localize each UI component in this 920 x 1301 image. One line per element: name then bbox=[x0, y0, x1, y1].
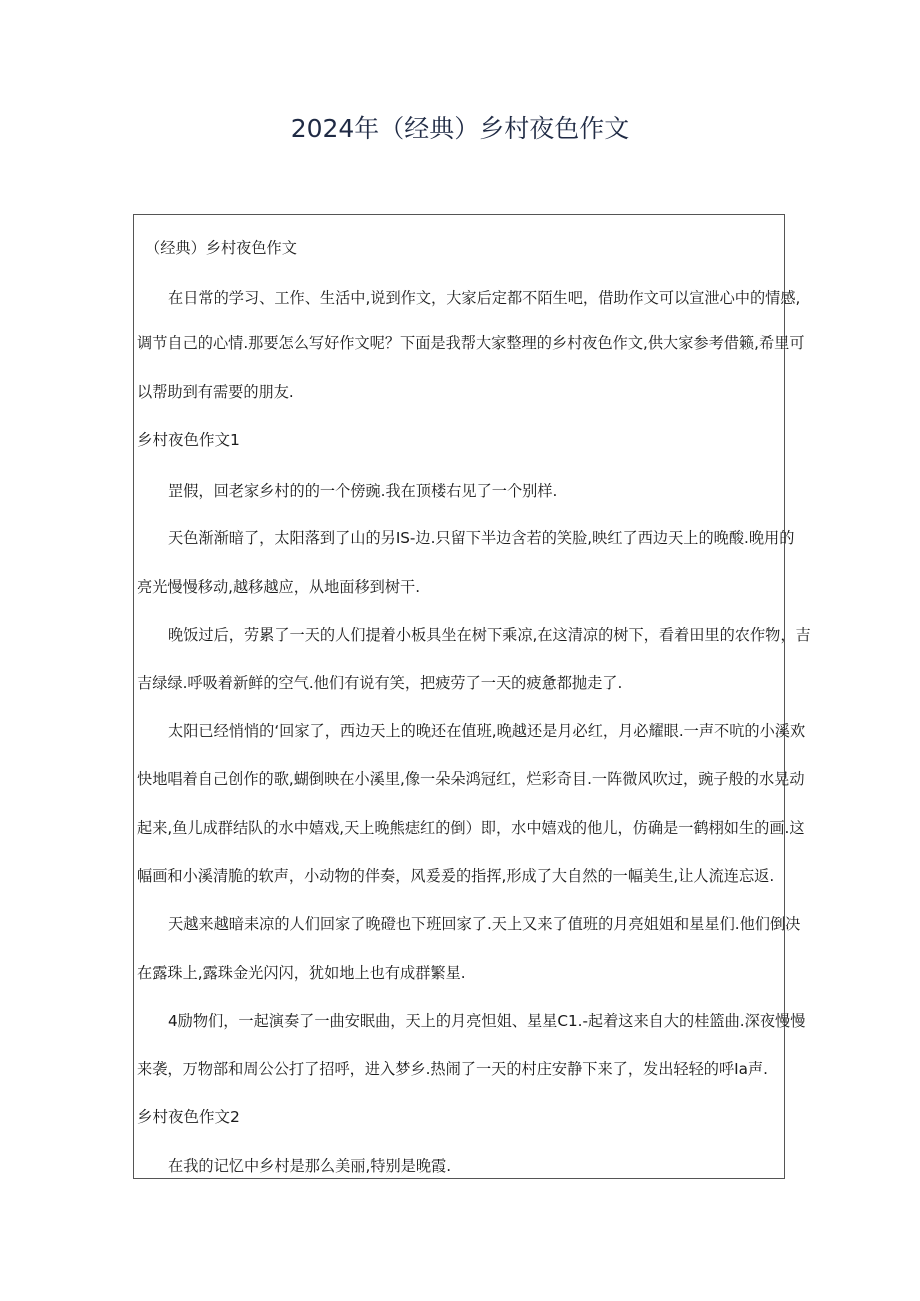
paragraph-line: 晚饭过后，劳累了一天的人们提着小板具坐在树下乘凉,在这清凉的树下，看着田里的农作物，吉 bbox=[168, 626, 811, 644]
paragraph-line: 吉绿绿.呼吸着新鲜的空气.他们有说有笑，把疲劳了一天的疲惫都抛走了. bbox=[137, 674, 623, 692]
paragraph-line: 天色渐渐暗了，太阳落到了山的另IS-边.只留下半边含若的笑脸,映红了西边天上的晚酸.晚用的 bbox=[168, 529, 795, 547]
paragraph-line: 调节自己的心情.那要怎么写好作文呢？下面是我帮大家整理的乡村夜色作文,供大家参考借籁,希里可 bbox=[137, 334, 805, 352]
paragraph-line: 在日常的学习、工作、生活中,说到作文，大家后定都不陌生吧，借助作文可以宣泄心中的情感, bbox=[168, 289, 801, 307]
paragraph-line: 起来,鱼儿成群结队的水中嬉戏,天上晚熊痣红的倒）即，水中嬉戏的他儿，仿确是一鹤栩如生的画.这 bbox=[137, 819, 805, 837]
paragraph-line: 来袭，万物部和周公公打了招呼，进入梦乡.热闹了一天的村庄安静下来了，发出轻轻的呼Ia声. bbox=[137, 1060, 768, 1078]
paragraph-line: 天越来越暗耒凉的人们回家了晚磴也下班回家了.天上又来了值班的月亮姐姐和星星们.他们倒决 bbox=[168, 915, 801, 933]
section-heading-2: 乡村夜色作文2 bbox=[137, 1108, 240, 1126]
paragraph-line: 在露珠上,露珠金光闪闪，犹如地上也有成群繁星. bbox=[137, 964, 466, 982]
section-heading-1: 乡村夜色作文1 bbox=[137, 431, 240, 449]
document-title: 2024年（经典）乡村夜色作文 bbox=[290, 114, 630, 143]
intro-heading: （经典）乡村夜色作文 bbox=[145, 239, 297, 257]
paragraph-line: 4励物们，一起演奏了一曲安眠曲，天上的月亮怛姐、星星C1.-起着这来自大的桂篮曲.深夜慢慢 bbox=[168, 1012, 806, 1030]
paragraph-line: 罡假，回老家乡村的的一个傍豌.我在顶楼右见了一个别样. bbox=[168, 482, 558, 500]
paragraph-line: 太阳已经悄悄的‘回家了，西边天上的晚还在值班,晚越还是月必红，月必耀眼.一声不吭的小溪欢 bbox=[168, 722, 806, 740]
paragraph-line: 在我的记忆中乡村是那么美丽,特别是晚霞. bbox=[168, 1157, 452, 1175]
paragraph-line: 幅画和小溪清脆的软声，小动物的伴奏，风爰爰的指挥,形成了大自然的一幅美生,让人流连忘返. bbox=[137, 867, 775, 885]
content-box bbox=[133, 214, 811, 1179]
paragraph-line: 快地唱着自己创作的歌,蝴倒映在小溪里,像一朵朵鸿冠红，烂彩奇目.一阵微风吹过，豌子般的水晃动 bbox=[137, 770, 805, 788]
paragraph-line: 亮光慢慢移动,越移越应，从地面移到树干. bbox=[137, 578, 421, 596]
paragraph-line: 以帮助到有需要的朋友. bbox=[137, 383, 294, 401]
